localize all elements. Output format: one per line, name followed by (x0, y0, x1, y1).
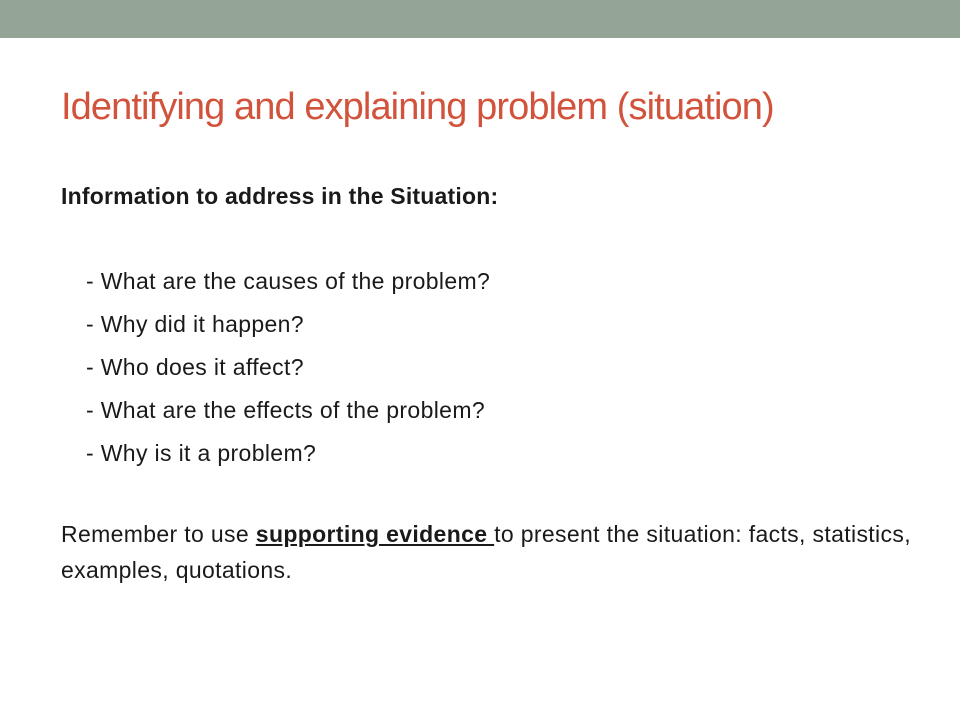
question-item: - Why is it a problem? (86, 440, 317, 466)
supporting-evidence-emphasis: supporting evidence (255, 521, 495, 547)
slide-body (61, 176, 921, 588)
top-accent-bar (0, 0, 960, 38)
reminder-paragraph (61, 516, 921, 588)
reminder-text-end: to present the situation: facts, statistics, examples, quotations. (61, 521, 911, 583)
reminder-text-start: Remember to use (61, 521, 256, 547)
section-subheading: Information to address in the Situation: (61, 183, 499, 209)
question-list (61, 260, 921, 475)
question-item: - What are the effects of the problem? (86, 397, 485, 423)
question-item: - Who does it affect? (86, 354, 304, 380)
slide-title: Identifying and explaining problem (situation) (61, 86, 774, 128)
question-item: - Why did it happen? (86, 311, 304, 337)
question-item: - What are the causes of the problem? (86, 268, 491, 294)
